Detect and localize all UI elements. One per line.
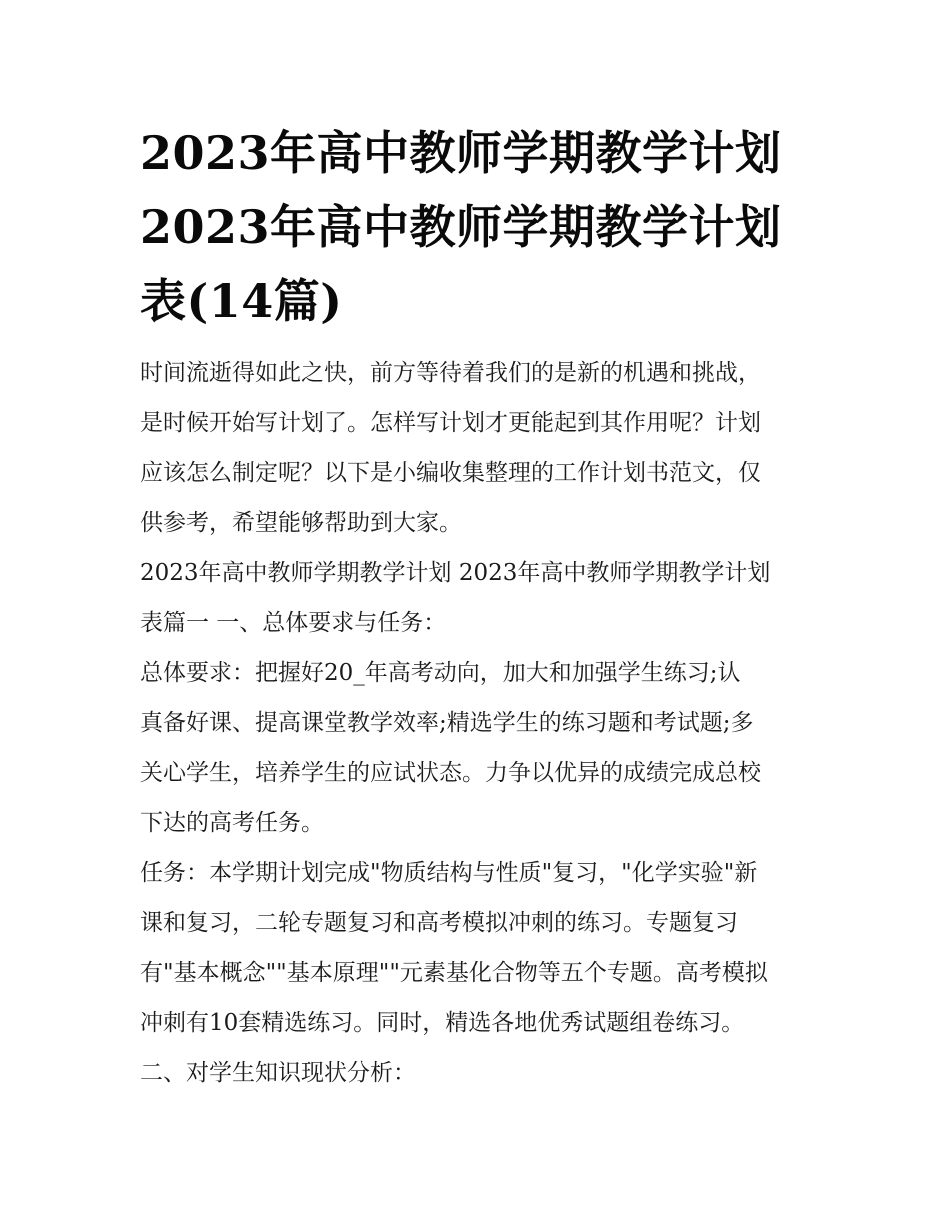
text-line: 有"基本概念""基本原理""元素基化合物等五个专题。高考模拟: [140, 960, 768, 986]
text-line: 供参考，希望能够帮助到大家。: [140, 510, 462, 536]
text-line: 关心学生，培养学生的应试状态。力争以优异的成绩完成总校: [140, 760, 761, 786]
title-line: 2023年高中教师学期教学计划: [140, 126, 782, 180]
title-line: 2023年高中教师学期教学计划: [140, 200, 782, 254]
text-line: 二、对学生知识现状分析：: [140, 1060, 416, 1086]
tasks-paragraph: [140, 848, 815, 1048]
document-body: [140, 348, 815, 1098]
intro-paragraph: [140, 348, 815, 548]
text-line: 时间流逝得如此之快，前方等待着我们的是新的机遇和挑战，: [140, 360, 761, 386]
text-line: 表篇一 一、总体要求与任务：: [140, 610, 447, 636]
text-line: 2023年高中教师学期教学计划 2023年高中教师学期教学计划: [140, 560, 771, 586]
text-line: 下达的高考任务。: [140, 810, 324, 836]
text-line: 冲刺有10套精选练习。同时，精选各地优秀试题组卷练习。: [140, 1010, 745, 1036]
text-line: 真备好课、提高课堂教学效率;精选学生的练习题和考试题;多: [140, 710, 754, 736]
text-line: 任务：本学期计划完成"物质结构与性质"复习，"化学实验"新: [140, 860, 758, 886]
text-line: 是时候开始写计划了。怎样写计划才更能起到其作用呢？计划: [140, 410, 761, 436]
text-line: 应该怎么制定呢？以下是小编收集整理的工作计划书范文，仅: [140, 460, 761, 486]
text-line: 总体要求：把握好20_年高考动向，加大和加强学生练习;认: [140, 660, 741, 686]
document-title: [140, 116, 815, 338]
title-line: 表(14篇): [140, 274, 343, 328]
text-line: 课和复习，二轮专题复习和高考模拟冲刺的练习。专题复习: [140, 910, 738, 936]
student-analysis-heading: [140, 1048, 815, 1098]
overall-requirements-paragraph: [140, 648, 815, 848]
section-heading-paragraph: [140, 548, 815, 648]
document-content: [140, 116, 815, 1098]
